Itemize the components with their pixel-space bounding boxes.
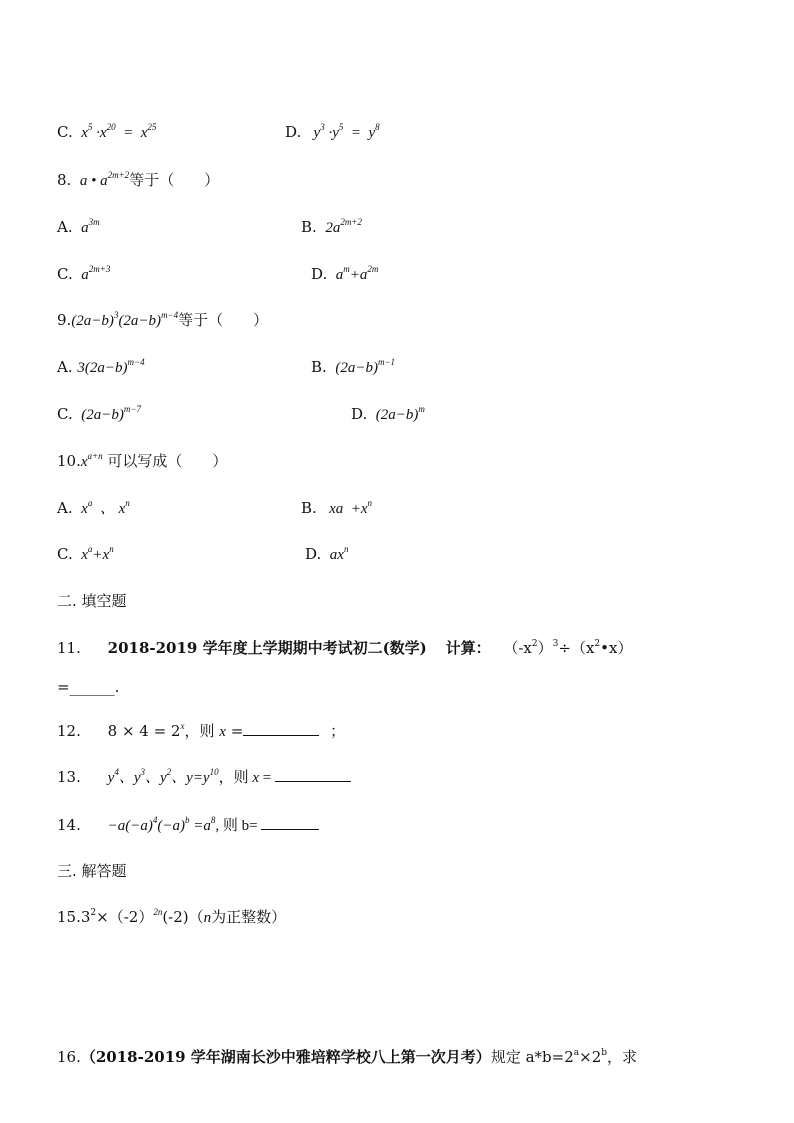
q10-option-d bbox=[305, 544, 348, 565]
q8-option-d bbox=[311, 264, 378, 285]
q9-option-a bbox=[57, 357, 145, 378]
section-answer-title: 三. 解答题 bbox=[57, 862, 127, 880]
question-number: 12. bbox=[57, 722, 81, 740]
question-note: 为正整数） bbox=[211, 908, 287, 926]
question-number: 10. bbox=[57, 452, 81, 470]
question-expr: $(-x^2)^3\div(x^2•x)$ bbox=[503, 639, 633, 657]
answer-blank[interactable] bbox=[261, 815, 319, 830]
question-number: 13. bbox=[57, 768, 81, 786]
option-expr: xa $+x^n$ bbox=[321, 498, 373, 517]
question-14 bbox=[57, 815, 319, 836]
option-label: B. bbox=[301, 499, 317, 517]
question-end: ； bbox=[330, 722, 346, 740]
option-expr: $ax^n$ bbox=[326, 544, 349, 563]
q7-option-c bbox=[57, 122, 156, 143]
question-source: （2018-2019 学年湖南长沙中雅培粹学校八上第一次月考） bbox=[80, 1048, 491, 1066]
question-tail: 可以写成（ ） bbox=[102, 452, 228, 470]
question-11-answer-line: =______. bbox=[57, 678, 120, 696]
option-label: A. bbox=[57, 218, 73, 236]
q8-option-b bbox=[301, 217, 362, 238]
q9-option-c bbox=[57, 404, 141, 425]
question-expr: $(2a-b)^3(2a-b)^{m-4}$ bbox=[71, 310, 179, 329]
question-number: 9. bbox=[57, 311, 72, 329]
question-9-stem bbox=[57, 310, 268, 331]
option-expr: $y^3 \cdot y^5 = y^8$ bbox=[306, 122, 380, 141]
question-15 bbox=[57, 907, 286, 928]
question-expr: $3^2\times(-2)^{2n}(-2)(n$ bbox=[80, 907, 212, 926]
question-expr: $x^{a+n}$ bbox=[80, 451, 103, 470]
option-expr: $(2a-b)^{m-7}$ bbox=[77, 404, 141, 423]
option-label: A. bbox=[57, 499, 73, 517]
question-number: 14. bbox=[57, 816, 81, 834]
question-number: 8. bbox=[57, 171, 72, 189]
question-11 bbox=[57, 638, 632, 658]
question-number: 15. bbox=[57, 908, 81, 926]
q10-option-a bbox=[57, 498, 130, 519]
option-expr: $(2a-b)^{m-1}$ bbox=[331, 357, 396, 376]
option-label: C. bbox=[57, 123, 73, 141]
q10-option-c bbox=[57, 544, 114, 565]
option-expr: $3(2a-b)^{m-4}$ bbox=[77, 357, 145, 376]
question-13 bbox=[57, 767, 351, 788]
question-prompt: 计算： bbox=[445, 639, 491, 657]
option-label: A. bbox=[57, 358, 73, 376]
q10-option-b bbox=[301, 498, 372, 519]
question-number: 11. bbox=[57, 639, 81, 657]
option-label: D. bbox=[351, 405, 368, 423]
option-expr: $x^a+x^n$ bbox=[77, 544, 114, 563]
option-label: D. bbox=[305, 545, 322, 563]
option-expr: $a^{3m}$ bbox=[77, 217, 100, 236]
option-label: C. bbox=[57, 265, 73, 283]
question-10-stem bbox=[57, 451, 227, 472]
question-12 bbox=[57, 721, 345, 742]
question-16 bbox=[57, 1047, 637, 1067]
question-tail: 等于（ ） bbox=[178, 311, 269, 329]
question-expr: $8 \times 4 = 2^x$，则 x = bbox=[107, 721, 244, 740]
option-label: B. bbox=[311, 358, 327, 376]
question-expr: $y^4$、$y^3$、$y^2$、$y=y^{10}$，则 x = bbox=[107, 767, 276, 786]
option-label: C. bbox=[57, 545, 73, 563]
option-label: D. bbox=[285, 123, 302, 141]
option-label: C. bbox=[57, 405, 73, 423]
question-number: 16. bbox=[57, 1048, 81, 1066]
q7-option-d bbox=[285, 122, 380, 143]
section-fill-in-title: 二. 填空题 bbox=[57, 592, 127, 610]
q8-option-c bbox=[57, 264, 110, 285]
option-expr: $x^5 \cdot x^{20} = x^{25}$ bbox=[77, 122, 157, 141]
option-expr: $2a^{2m+2}$ bbox=[321, 217, 362, 236]
question-expr: a • $a^{2m+2}$ bbox=[76, 170, 130, 189]
q9-option-d bbox=[351, 404, 425, 425]
question-8-stem bbox=[57, 170, 219, 191]
question-text: 规定 $a*b=2^a\times 2^b$，求 bbox=[490, 1048, 638, 1066]
option-expr: $(2a-b)^m$ bbox=[372, 404, 425, 423]
q9-option-b bbox=[311, 357, 395, 378]
option-expr: $a^m+a^{2m}$ bbox=[332, 264, 379, 283]
answer-blank[interactable] bbox=[243, 721, 319, 736]
question-source: 2018-2019 学年度上学期期中考试初二(数学) bbox=[107, 639, 427, 657]
option-label: B. bbox=[301, 218, 317, 236]
question-tail: 等于（ ） bbox=[129, 171, 220, 189]
question-expr: $-a(-a)^4(-a)^b =a^8$, 则 b= bbox=[107, 815, 262, 834]
option-label: D. bbox=[311, 265, 328, 283]
option-expr: $x^a$ 、 $x^n$ bbox=[77, 498, 130, 517]
answer-blank[interactable] bbox=[275, 767, 351, 782]
option-expr: $a^{2m+3}$ bbox=[77, 264, 111, 283]
q8-option-a bbox=[57, 217, 100, 238]
